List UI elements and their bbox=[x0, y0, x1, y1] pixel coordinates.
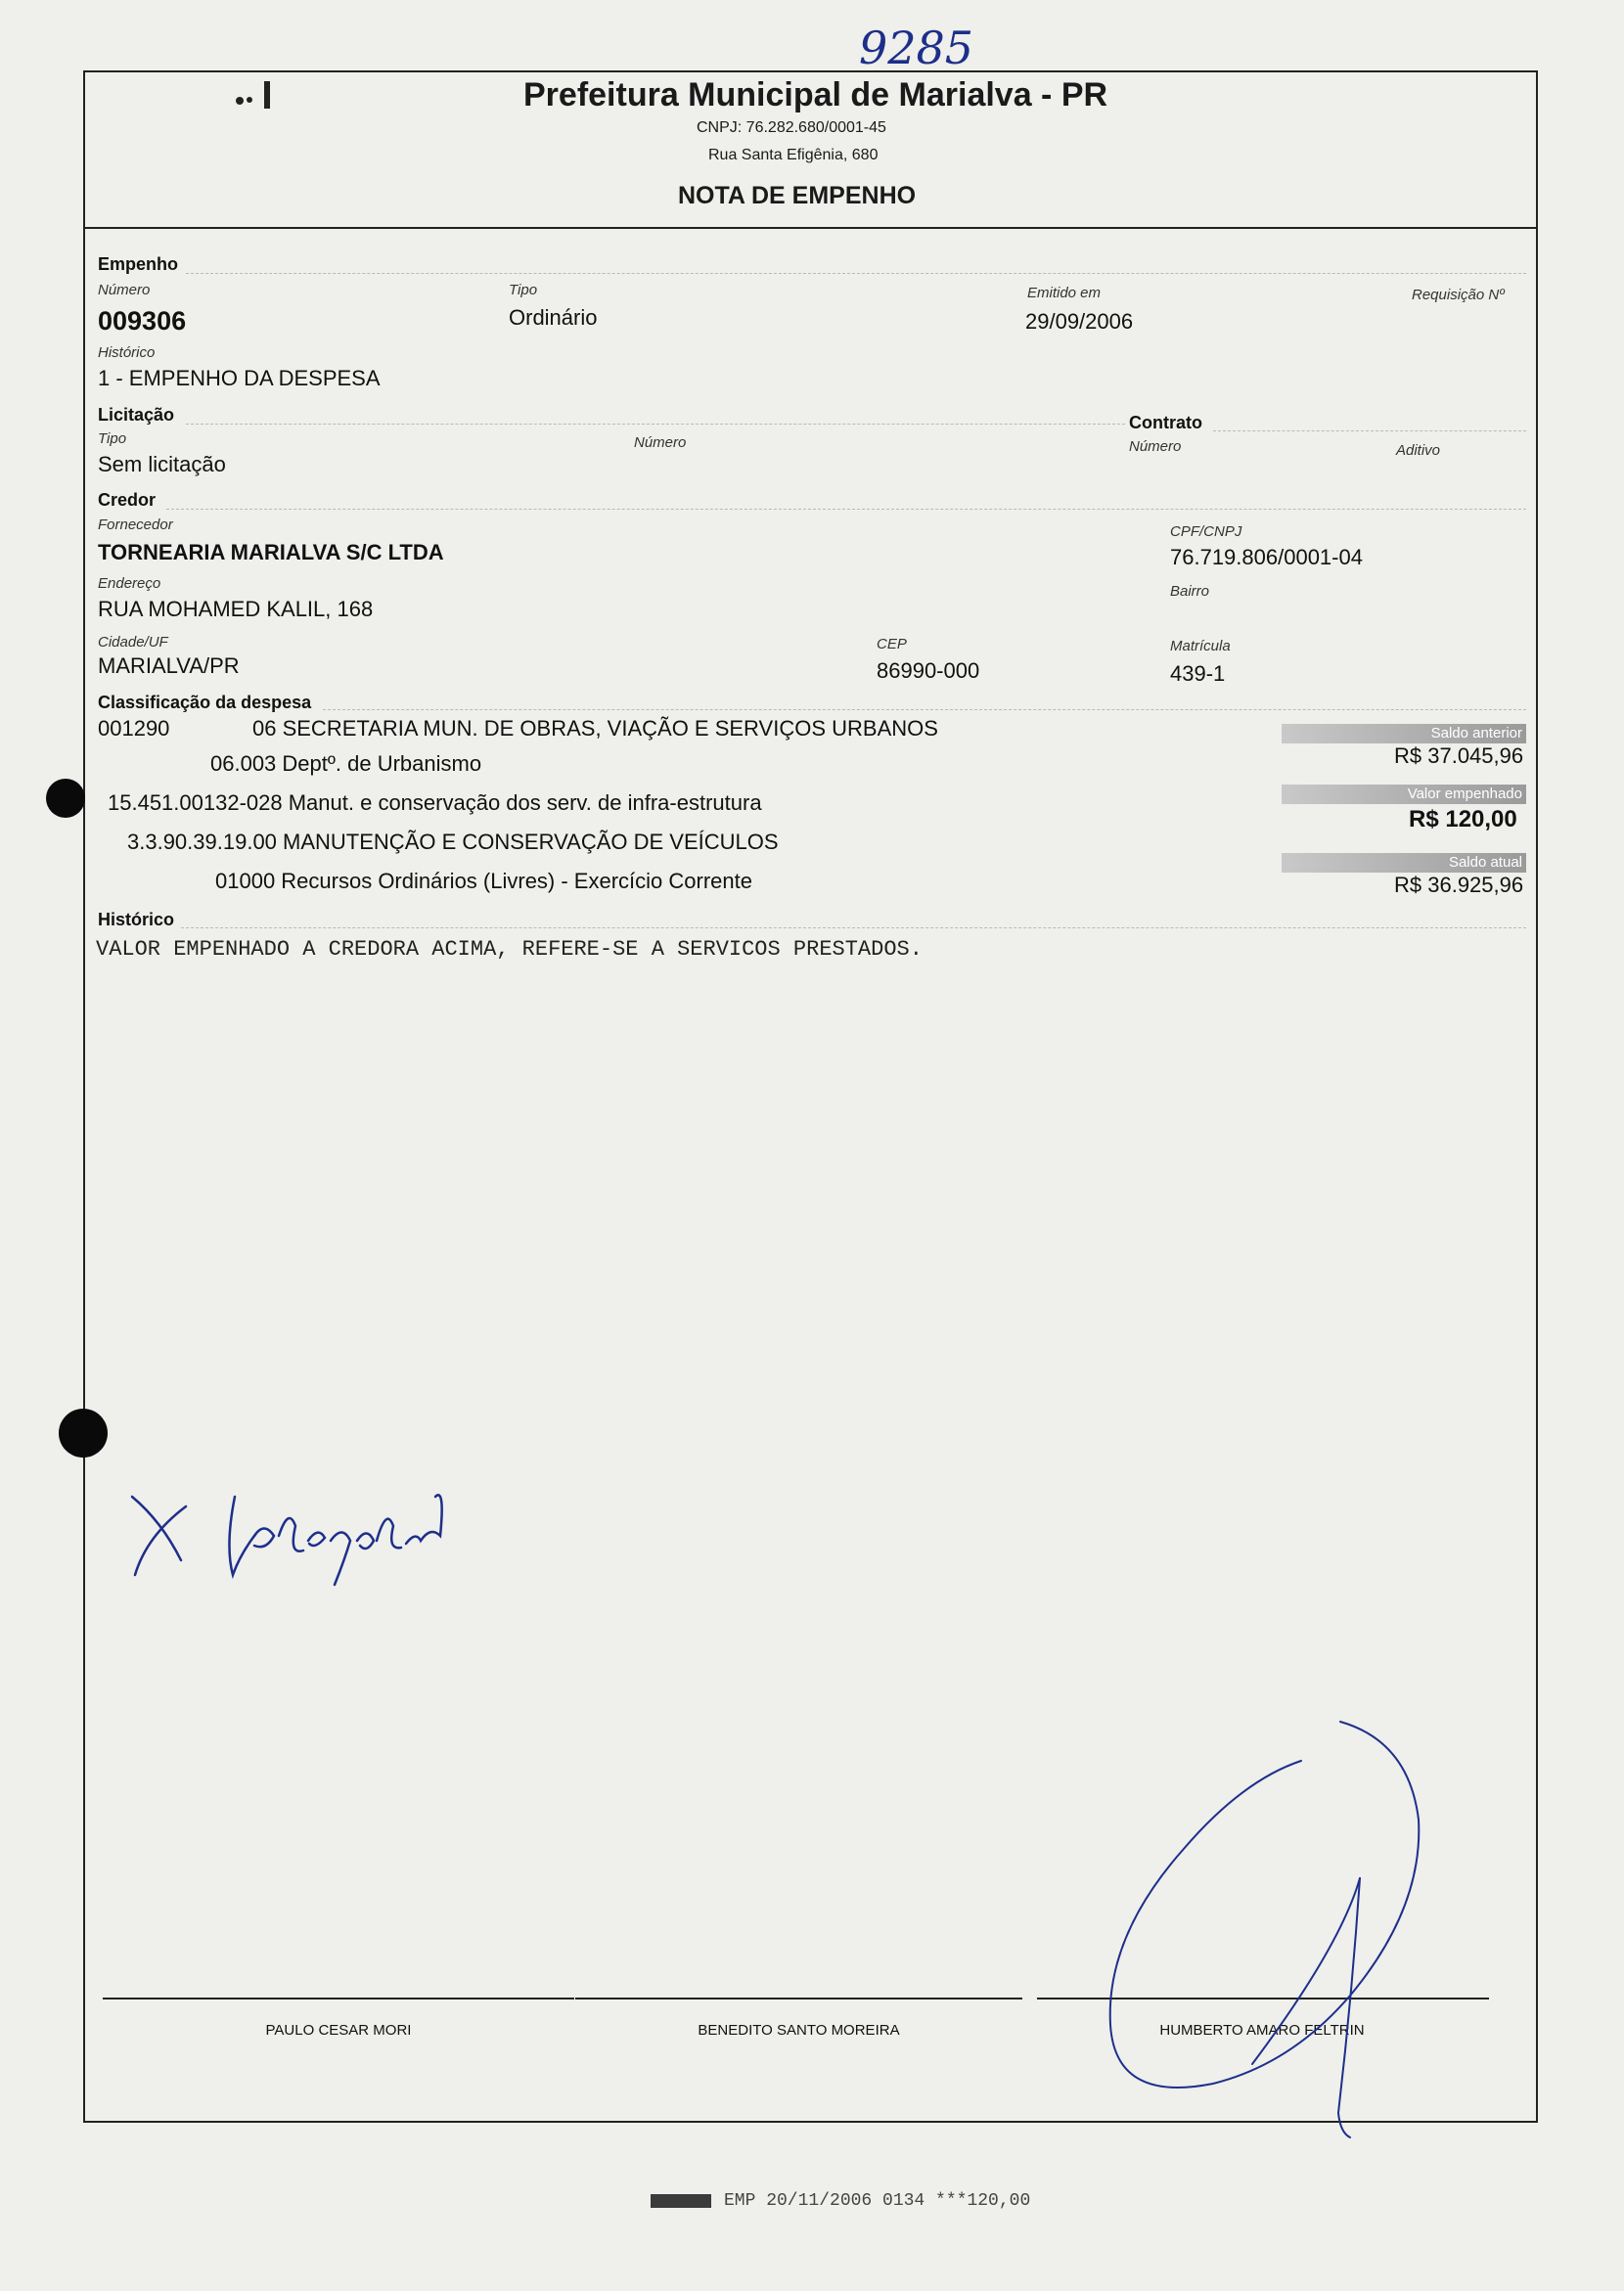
classificacao-line4: 3.3.90.39.19.00 MANUTENÇÃO E CONSERVAÇÃO DE VEÍCULOS bbox=[127, 830, 779, 854]
cidade-label: Cidade/UF bbox=[98, 634, 168, 651]
cep-label: CEP bbox=[877, 636, 907, 652]
valor-empenhado-label: Valor empenhado bbox=[1282, 785, 1526, 804]
section-empenho: Empenho bbox=[98, 254, 179, 274]
divider bbox=[181, 927, 1526, 928]
emitido-value: 29/09/2006 bbox=[1025, 309, 1134, 334]
header-divider bbox=[83, 227, 1538, 229]
numero-label: Número bbox=[98, 282, 151, 298]
classificacao-line5: 01000 Recursos Ordinários (Livres) - Exercício Corrente bbox=[215, 869, 752, 893]
divider bbox=[186, 273, 1526, 274]
saldo-anterior-label: Saldo anterior bbox=[1282, 724, 1526, 743]
contrato-numero-label: Número bbox=[1129, 438, 1182, 455]
fornecedor-label: Fornecedor bbox=[98, 517, 173, 533]
logo bbox=[220, 76, 328, 115]
endereco-value: RUA MOHAMED KALIL, 168 bbox=[98, 597, 374, 621]
licitacao-tipo-value: Sem licitação bbox=[98, 452, 226, 476]
requisicao-label: Requisição Nº bbox=[1412, 287, 1505, 303]
endereco-label: Endereço bbox=[98, 575, 161, 592]
emitido-label: Emitido em bbox=[1027, 285, 1102, 301]
classificacao-code: 001290 bbox=[98, 716, 170, 741]
licitacao-tipo-label: Tipo bbox=[98, 430, 127, 447]
hole-punch bbox=[59, 1409, 108, 1458]
classificacao-line3: 15.451.00132-028 Manut. e conservação dos serv. de infra-estrutura bbox=[108, 790, 762, 815]
page-number: 9285 bbox=[859, 22, 974, 74]
empenho-number: 009306 bbox=[98, 306, 187, 336]
section-historico: Histórico bbox=[98, 910, 175, 929]
page-title: Prefeitura Municipal de Marialva - PR bbox=[523, 76, 1108, 113]
contrato-aditivo-label: Aditivo bbox=[1396, 442, 1441, 459]
cnpj: CNPJ: 76.282.680/0001-45 bbox=[697, 119, 886, 136]
signature-scribble bbox=[1096, 1702, 1448, 2152]
historico-label: Histórico bbox=[98, 344, 156, 361]
saldo-anterior-value: R$ 37.045,96 bbox=[1394, 743, 1524, 768]
divider bbox=[166, 509, 1526, 510]
bottom-stamp: EMP 20/11/2006 0134 ***120,00 bbox=[724, 2191, 1031, 2211]
divider bbox=[323, 709, 1526, 710]
valor-empenhado-value: R$ 120,00 bbox=[1409, 806, 1517, 832]
signature-line-2 bbox=[575, 1998, 1022, 1999]
classificacao-line1: 06 SECRETARIA MUN. DE OBRAS, VIAÇÃO E SERVIÇOS URBANOS bbox=[252, 716, 938, 741]
historico-text: VALOR EMPENHADO A CREDORA ACIMA, REFERE-SE A SERVICOS PRESTADOS. bbox=[96, 937, 923, 962]
handwritten-signature bbox=[117, 1467, 489, 1595]
stamp-mark-icon bbox=[651, 2194, 711, 2208]
section-contrato: Contrato bbox=[1129, 413, 1202, 432]
divider bbox=[1213, 430, 1526, 431]
signatory-2: BENEDITO SANTO MOREIRA bbox=[698, 2022, 900, 2039]
saldo-atual-value: R$ 36.925,96 bbox=[1394, 873, 1524, 897]
divider bbox=[186, 424, 1125, 425]
section-classificacao: Classificação da despesa bbox=[98, 693, 312, 712]
cep-value: 86990-000 bbox=[877, 658, 980, 683]
fornecedor-value: TORNEARIA MARIALVA S/C LTDA bbox=[98, 540, 444, 564]
signatory-1: PAULO CESAR MORI bbox=[265, 2022, 412, 2039]
tipo-label: Tipo bbox=[509, 282, 538, 298]
section-credor: Credor bbox=[98, 490, 157, 510]
tipo-value: Ordinário bbox=[509, 305, 598, 330]
cpf-label: CPF/CNPJ bbox=[1170, 523, 1242, 540]
cidade-value: MARIALVA/PR bbox=[98, 653, 240, 678]
doc-title: NOTA DE EMPENHO bbox=[678, 182, 917, 209]
historico-value: 1 - EMPENHO DA DESPESA bbox=[98, 366, 381, 390]
matricula-label: Matrícula bbox=[1170, 638, 1231, 654]
cpf-value: 76.719.806/0001-04 bbox=[1170, 545, 1363, 569]
saldo-atual-label: Saldo atual bbox=[1282, 853, 1526, 873]
address: Rua Santa Efigênia, 680 bbox=[708, 147, 879, 163]
matricula-value: 439-1 bbox=[1170, 661, 1226, 686]
licitacao-numero-label: Número bbox=[634, 434, 687, 451]
signature-line-1 bbox=[103, 1998, 574, 1999]
section-licitacao: Licitação bbox=[98, 405, 175, 425]
classificacao-line2: 06.003 Deptº. de Urbanismo bbox=[210, 751, 482, 776]
hole-punch bbox=[46, 779, 85, 818]
signatory-3: HUMBERTO AMARO FELTRIN bbox=[1159, 2022, 1365, 2039]
bairro-label: Bairro bbox=[1170, 583, 1210, 600]
